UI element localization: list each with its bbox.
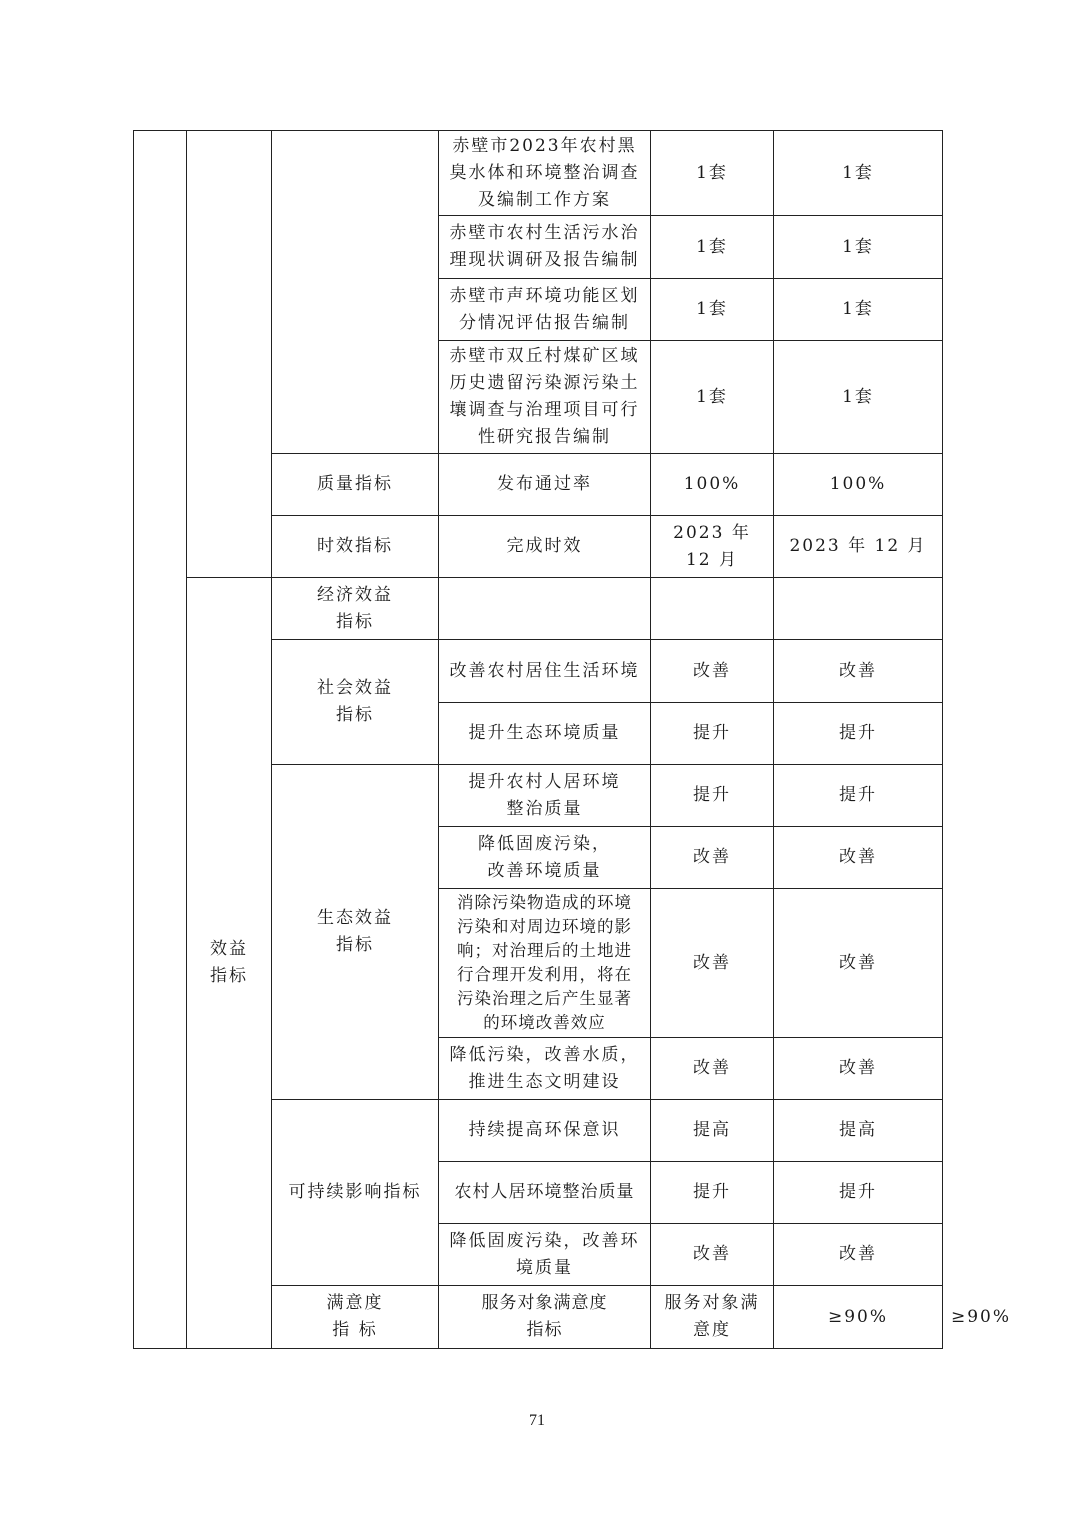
indicator-content-cell: 赤壁市2023年农村黑 臭水体和环境整治调查 及编制工作方案 bbox=[439, 131, 651, 216]
indicator-content-cell: 赤壁市声环境功能区划 分情况评估报告编制 bbox=[439, 279, 651, 341]
indicator-content-cell: 降低污染，改善水质， 推进生态文明建设 bbox=[439, 1038, 651, 1100]
actual-value-cell: 1套 bbox=[774, 216, 943, 279]
page-number: 71 bbox=[529, 1412, 545, 1429]
actual-value-cell: 提高 bbox=[774, 1100, 943, 1162]
indicator-content-cell: 发布通过率 bbox=[439, 454, 651, 516]
annual-target-cell: 提高 bbox=[651, 1100, 774, 1162]
indicator-content-cell: 提升农村人居环境 整治质量 bbox=[439, 765, 651, 827]
indicator-content-cell: 消除污染物造成的环境 污染和对周边环境的影 响；对治理后的土地进 行合理开发利用，将在 污染治理之后产生显著 的环境改善效应 bbox=[439, 889, 651, 1038]
indicator-content-cell: 改善农村居住生活环境 bbox=[439, 640, 651, 703]
annual-target-cell: 改善 bbox=[651, 1224, 774, 1286]
annual-target-cell: 2023 年 12 月 bbox=[651, 516, 774, 578]
ecological-benefit-label: 生态效益 指标 bbox=[272, 765, 439, 1100]
table-row bbox=[134, 131, 943, 216]
table-row: 满意度 指 标 服务对象满意度 指标 服务对象满意度 ≥90% ≥90% bbox=[134, 1286, 943, 1349]
annual-target-cell: 100% bbox=[651, 454, 774, 516]
quality-indicator-label: 质量指标 bbox=[272, 454, 439, 516]
actual-value-cell: 提升 bbox=[774, 1162, 943, 1224]
annual-target-cell: 改善 bbox=[651, 827, 774, 889]
actual-value-cell: 1套 bbox=[774, 279, 943, 341]
actual-value-cell: 改善 bbox=[774, 1224, 943, 1286]
benefit-indicator-label: 效益 指标 bbox=[187, 578, 272, 1349]
indicator-content-cell: 降低固废污染， 改善环境质量 bbox=[439, 827, 651, 889]
timeliness-indicator-label: 时效指标 bbox=[272, 516, 439, 578]
indicator-content-cell: 完成时效 bbox=[439, 516, 651, 578]
actual-value-cell bbox=[774, 578, 943, 640]
quantity-indicator-continuation-cell bbox=[272, 131, 439, 454]
actual-value-cell: 改善 bbox=[774, 827, 943, 889]
annual-target-cell: 改善 bbox=[651, 1038, 774, 1100]
service-satisfaction-label: 服务对象满意度 指标 bbox=[439, 1286, 651, 1349]
actual-value-cell: 1套 bbox=[774, 341, 943, 454]
annual-target-cell: 提升 bbox=[651, 765, 774, 827]
actual-value-cell: 改善 bbox=[774, 640, 943, 703]
indicator-content-cell: 降低固废污染，改善环 境质量 bbox=[439, 1224, 651, 1286]
annual-target-cell: 1套 bbox=[651, 341, 774, 454]
indicator-content-cell: 提升生态环境质量 bbox=[439, 703, 651, 765]
sustainable-impact-label: 可持续影响指标 bbox=[272, 1100, 439, 1286]
actual-value-cell: 提升 bbox=[774, 765, 943, 827]
performance-indicator-table bbox=[133, 130, 1012, 1349]
actual-value-cell: 提升 bbox=[774, 703, 943, 765]
actual-value-cell: 2023 年 12 月 bbox=[774, 516, 943, 578]
actual-value-cell: 100% bbox=[774, 454, 943, 516]
table-row bbox=[134, 578, 943, 640]
indicator-content-cell: 农村人居环境整治质量 bbox=[439, 1162, 651, 1224]
indicator-content-cell: 持续提高环保意识 bbox=[439, 1100, 651, 1162]
social-benefit-label: 社会效益 指标 bbox=[272, 640, 439, 765]
indicator-content-cell bbox=[439, 578, 651, 640]
annual-target-cell bbox=[651, 578, 774, 640]
annual-target-cell: 1套 bbox=[651, 216, 774, 279]
actual-value-cell: 改善 bbox=[774, 1038, 943, 1100]
output-indicator-continuation-cell bbox=[187, 131, 272, 578]
actual-value-cell: 改善 bbox=[774, 889, 943, 1038]
indicator-content-cell: 赤壁市农村生活污水治 理现状调研及报告编制 bbox=[439, 216, 651, 279]
annual-target-cell: 1套 bbox=[651, 131, 774, 216]
annual-target-cell: 改善 bbox=[651, 640, 774, 703]
indicator-content-cell: 服务对象满意度 bbox=[651, 1286, 774, 1349]
annual-target-cell: ≥90% bbox=[774, 1286, 943, 1349]
annual-target-cell: 提升 bbox=[651, 703, 774, 765]
satisfaction-indicator-label: 满意度 指 标 bbox=[272, 1286, 439, 1349]
annual-target-cell: 1套 bbox=[651, 279, 774, 341]
actual-value-cell: 1套 bbox=[774, 131, 943, 216]
economic-benefit-label: 经济效益 指标 bbox=[272, 578, 439, 640]
annual-target-cell: 改善 bbox=[651, 889, 774, 1038]
annual-target-cell: 提升 bbox=[651, 1162, 774, 1224]
first-level-continuation-cell bbox=[134, 131, 187, 1349]
indicator-content-cell: 赤壁市双丘村煤矿区域 历史遗留污染源污染土 壤调查与治理项目可行 性研究报告编制 bbox=[439, 341, 651, 454]
